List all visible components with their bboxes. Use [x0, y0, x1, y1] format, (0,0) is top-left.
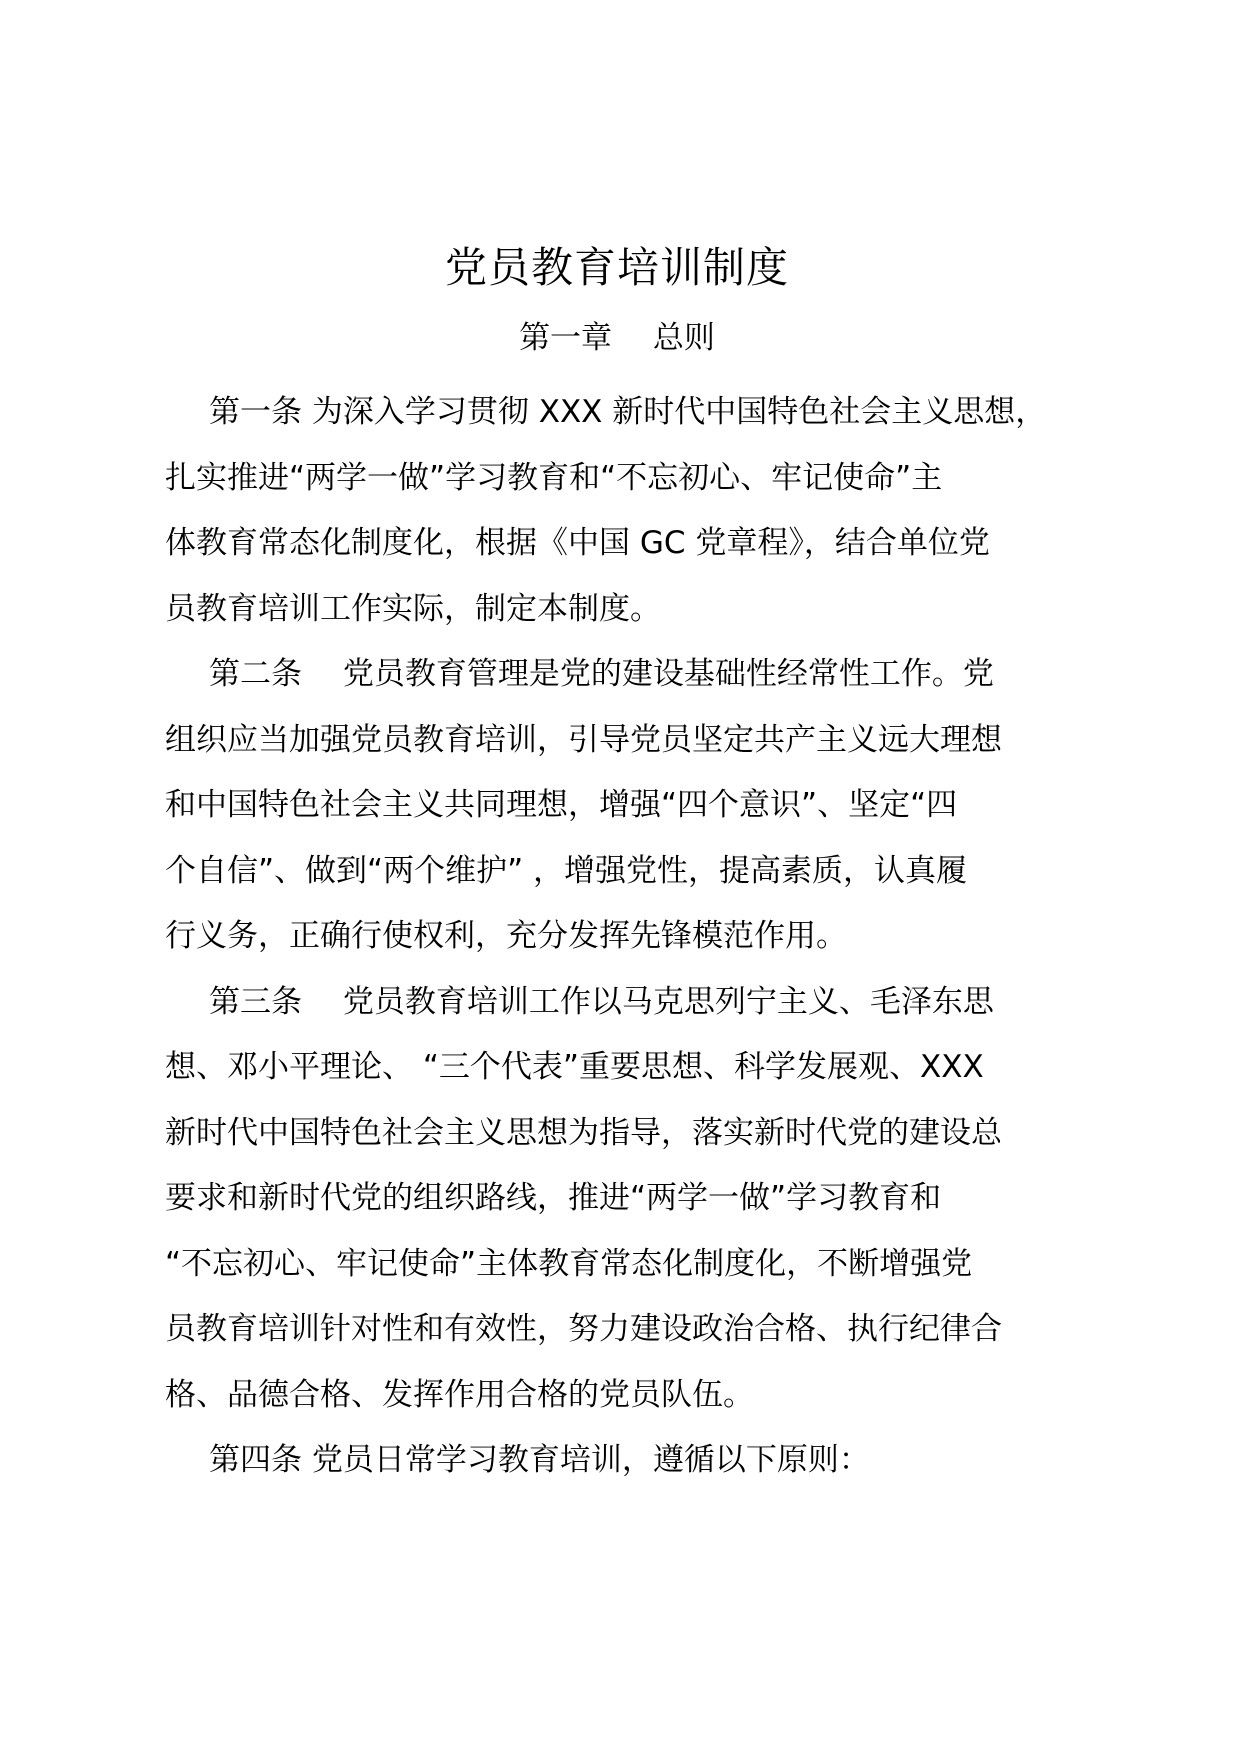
article-1-paragraph — [165, 380, 1075, 642]
text-line: 格、品德合格、发挥作用合格的党员队伍。 — [165, 1376, 754, 1413]
text-line: 新时代中国特色社会主义思想为指导，落实新时代党的建设总 — [165, 1114, 1002, 1151]
text-line: 体教育常态化制度化，根据《中国 GC 党章程》，结合单位党 — [165, 525, 990, 561]
text-line: 行义务，正确行使权利，充分发挥先锋模范作用。 — [165, 918, 847, 954]
text-line: 和中国特色社会主义共同理想，增强“四个意识”、坚定“四 — [165, 787, 958, 823]
chapter-heading: 第一章 总则 — [519, 320, 715, 356]
text-line: 扎实推进“两学一做”学习教育和“不忘初心、牢记使命”主 — [165, 459, 943, 496]
text-line: 第二条 党员教育管理是党的建设基础性经常性工作。党 — [209, 656, 994, 692]
text-line: 第一条 为深入学习贯彻 XXX 新时代中国特色社会主义思想， — [209, 394, 1047, 430]
text-line: 第四条 党员日常学习教育培训，遵循以下原则： — [209, 1442, 870, 1478]
document-body — [165, 380, 1075, 1494]
text-line: 员教育培训工作实际，制定本制度。 — [165, 590, 661, 627]
article-4-paragraph — [165, 1428, 1075, 1494]
text-line: 个自信”、做到“两个维护” ，增强党性，提高素质，认真履 — [165, 852, 968, 889]
article-2-paragraph — [165, 642, 1075, 970]
text-line: 员教育培训针对性和有效性，努力建设政治合格、执行纪律合 — [165, 1311, 1002, 1347]
text-line: 第三条 党员教育培训工作以马克思列宁主义、毛泽东思 — [209, 983, 994, 1020]
text-line: 组织应当加强党员教育培训，引导党员坚定共产主义远大理想 — [165, 721, 1002, 758]
document-title: 党员教育培训制度 — [444, 243, 789, 292]
text-line: 要求和新时代党的组织路线，推进“两学一做”学习教育和 — [165, 1180, 942, 1216]
article-3-paragraph — [165, 970, 1075, 1429]
text-line: “不忘初心、牢记使命”主体教育常态化制度化，不断增强党 — [165, 1245, 973, 1282]
text-line: 想、邓小平理论、 “三个代表”重要思想、科学发展观、XXX — [165, 1049, 984, 1085]
